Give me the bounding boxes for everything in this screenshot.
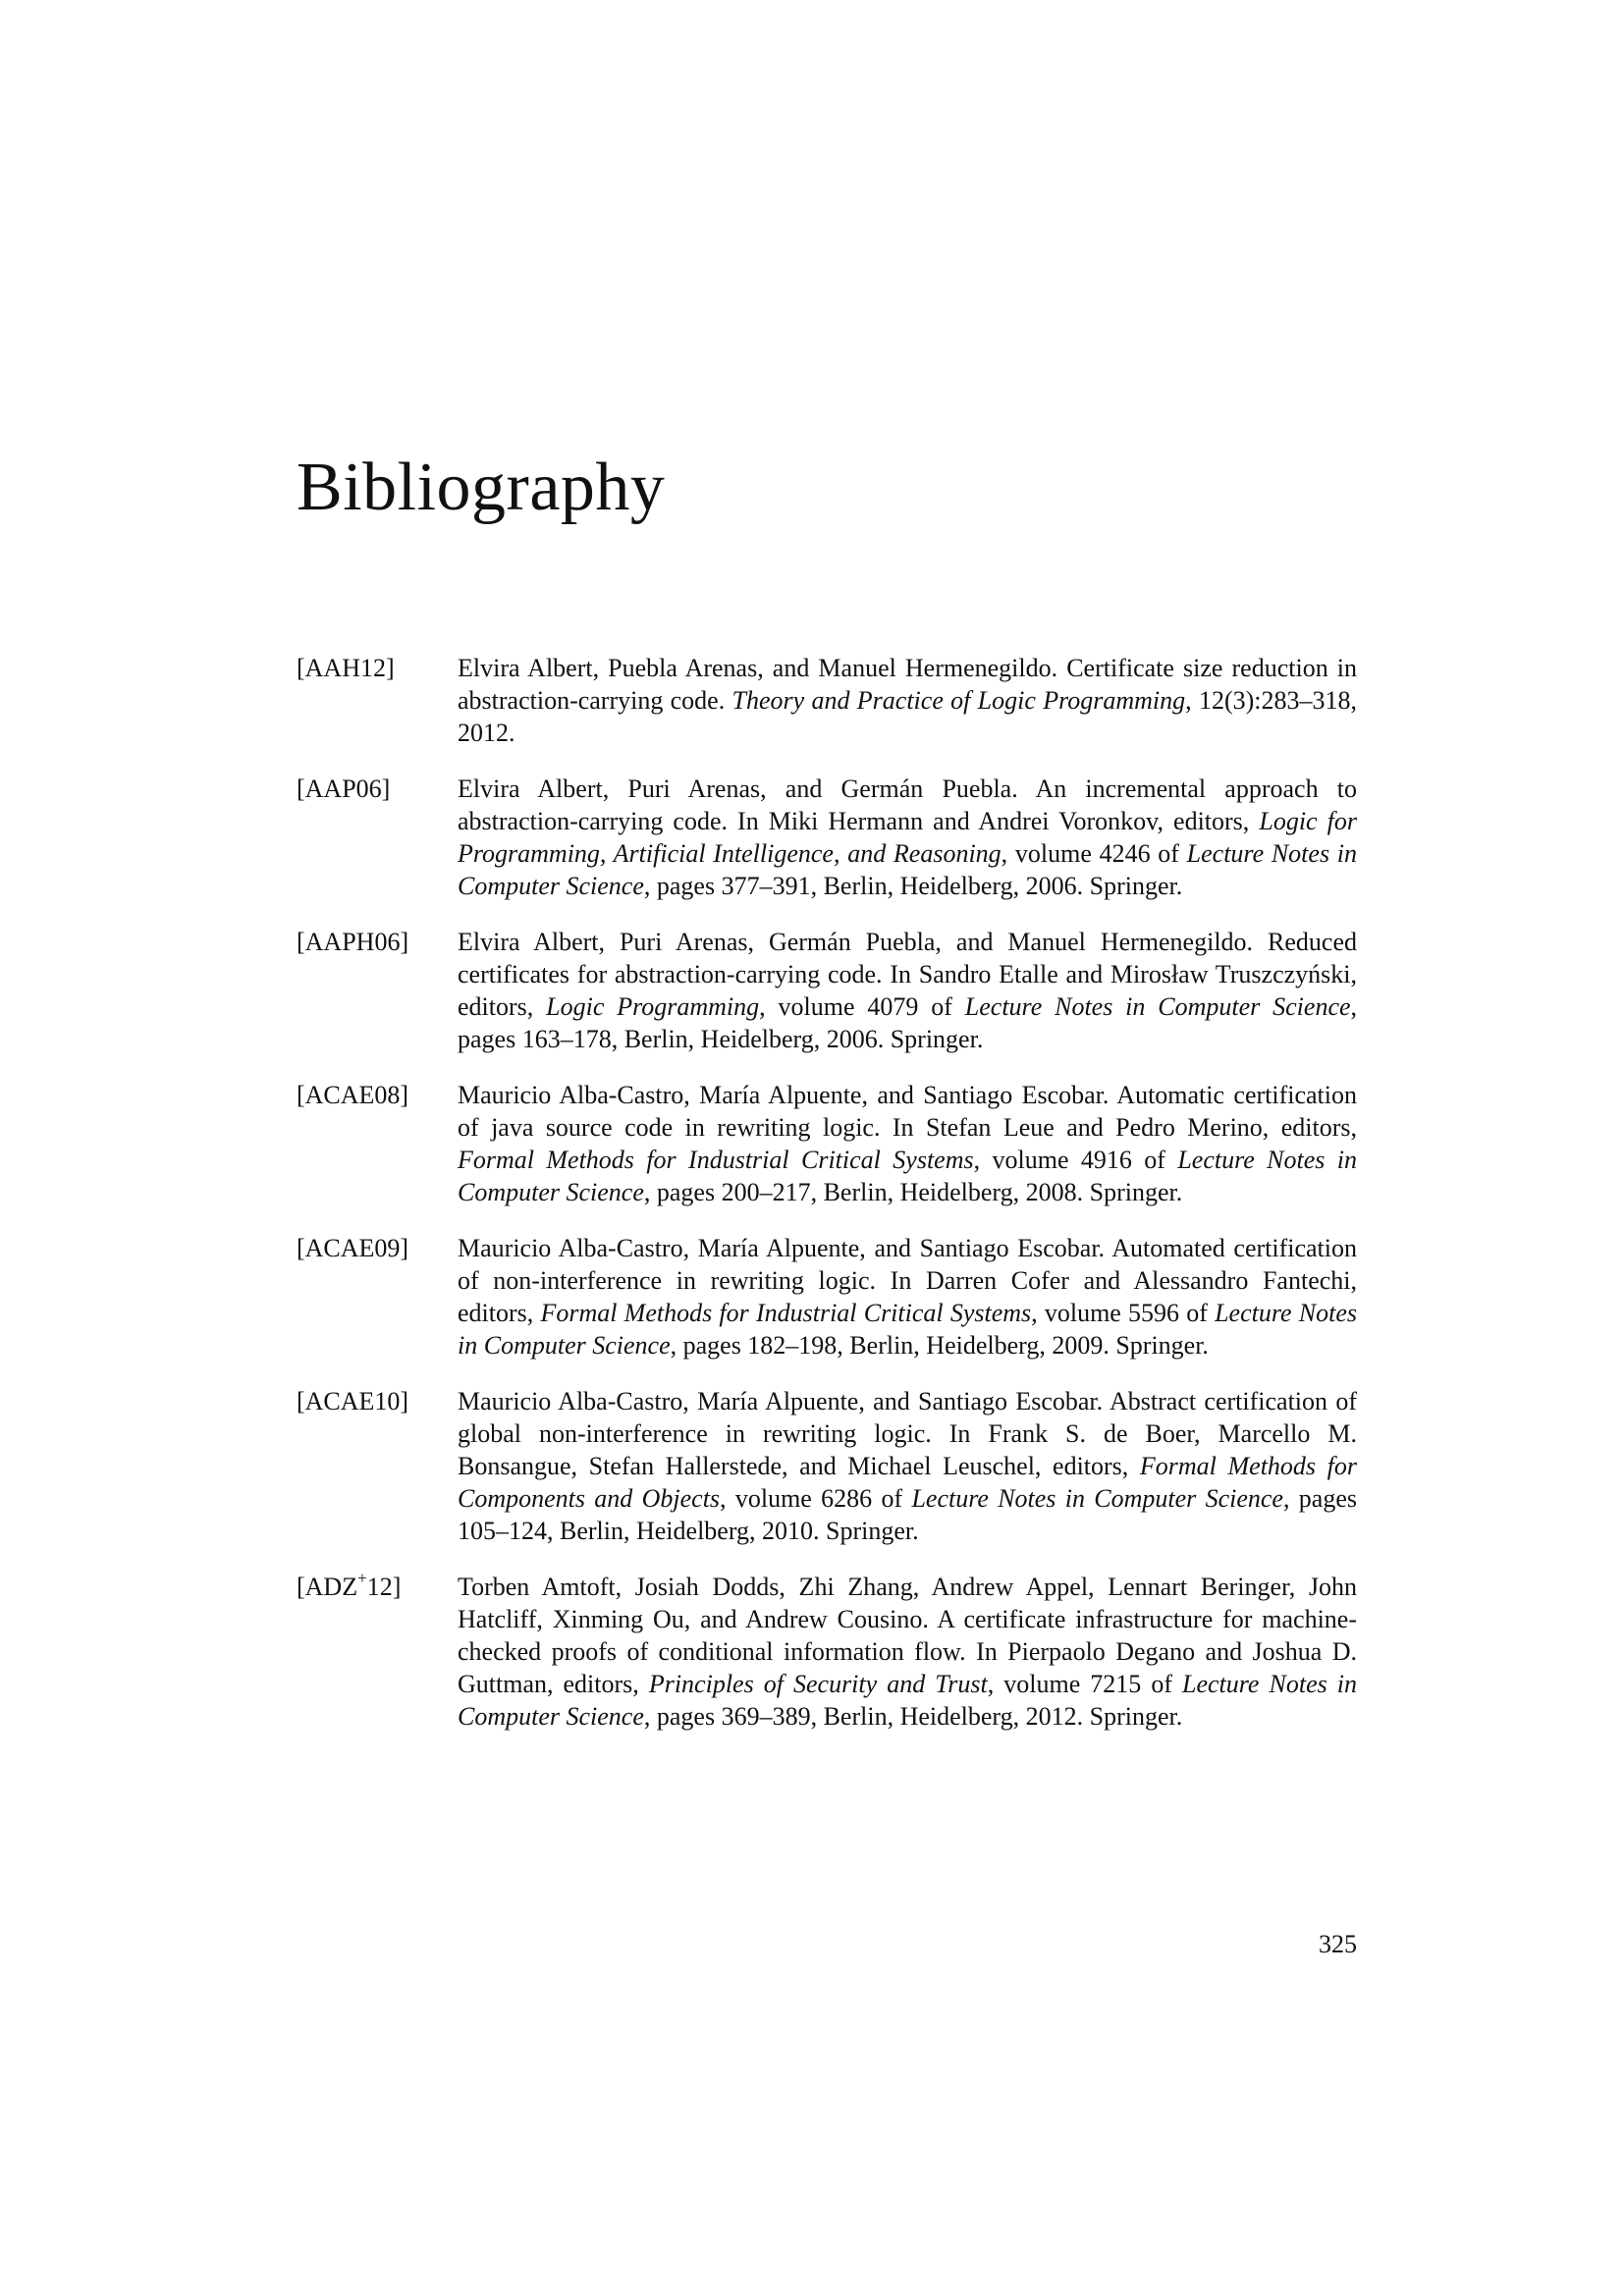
bib-text-segment: , pages 163–178, Berlin, Heidelberg, 2006. Springer.: [458, 992, 1358, 1053]
bib-key: [297, 1571, 454, 1603]
bib-entry: [297, 1571, 1357, 1733]
bib-title-italic: Lecture Notes in Computer Science: [458, 1146, 1357, 1206]
bib-text-segment: , pages 105–124, Berlin, Heidelberg, 2010. Springer.: [458, 1484, 1357, 1545]
bib-key-superscript: +: [357, 1569, 367, 1588]
bib-entry: [297, 652, 1357, 749]
bib-title-italic: Formal Methods for Components and Objects: [458, 1452, 1357, 1513]
bib-citation-text: [458, 773, 1357, 902]
bib-key: [AAH12]: [297, 654, 395, 682]
bib-text-segment: Elvira Albert, Puebla Arenas, and Manuel Hermenegildo. Certificate size reduction in abstraction-carrying code.: [458, 654, 1357, 715]
bib-text-segment: , volume 4246 of: [1001, 839, 1187, 868]
bib-title-italic: Lecture Notes in Computer Science: [964, 992, 1351, 1021]
bib-text-segment: Elvira Albert, Puri Arenas, Germán Puebla, and Manuel Hermenegildo. Reduced certificates for abstraction-carrying code. In Sandro Etalle and Mirosław Truszczyński, editors,: [458, 928, 1357, 1021]
bib-title-italic: Lecture Notes in Computer Science: [911, 1484, 1283, 1513]
bib-text-segment: , pages 377–391, Berlin, Heidelberg, 2006. Springer.: [643, 872, 1183, 900]
bib-text-segment: , volume 7215 of: [987, 1670, 1183, 1698]
bib-title-italic: Logic Programming: [546, 992, 760, 1021]
bib-citation-text: [458, 652, 1357, 749]
bib-title-italic: Lecture Notes in Computer Science: [458, 839, 1357, 900]
bib-entry: [297, 926, 1357, 1055]
bib-citation-text: [458, 1079, 1357, 1208]
bib-title-italic: Lecture Notes in Computer Science: [458, 1670, 1357, 1731]
bib-entry: [297, 1232, 1357, 1362]
bib-citation-text: [458, 1232, 1357, 1362]
bib-entry: [297, 773, 1357, 902]
bib-text-segment: , volume 4079 of: [759, 992, 965, 1021]
bib-text-segment: , volume 6286 of: [720, 1484, 912, 1513]
bib-text-segment: , pages 369–389, Berlin, Heidelberg, 2012. Springer.: [643, 1702, 1183, 1731]
bib-title-italic: Lecture Notes in Computer Science: [458, 1299, 1357, 1360]
bib-citation-text: [458, 1385, 1357, 1547]
bib-entry: [297, 1079, 1357, 1208]
bib-text-segment: , 12(3):283–318, 2012.: [458, 686, 1357, 747]
bib-citation-text: [458, 1571, 1357, 1733]
bib-title-italic: Logic for Programming, Artificial Intelligence, and Reasoning: [458, 807, 1357, 868]
bib-text-segment: , pages 200–217, Berlin, Heidelberg, 2008. Springer.: [643, 1178, 1183, 1206]
bib-text-segment: , volume 4916 of: [973, 1146, 1178, 1174]
bib-key: [ACAE09]: [297, 1234, 409, 1262]
bib-key: [ACAE10]: [297, 1387, 409, 1415]
bib-text-segment: Mauricio Alba-Castro, María Alpuente, and Santiago Escobar. Abstract certification of global non-interference in rewriting logic. In Frank S. de Boer, Marcello M. Bonsangue, Stefan Hallerstede, and Michael Leuschel, editors,: [458, 1387, 1357, 1480]
bib-title-italic: Theory and Practice of Logic Programming: [731, 686, 1186, 715]
bib-citation-text: [458, 926, 1357, 1055]
bib-title-italic: Formal Methods for Industrial Critical Systems: [458, 1146, 974, 1174]
bibliography-list: [297, 652, 1357, 1756]
bib-text-segment: , volume 5596 of: [1031, 1299, 1216, 1327]
bib-key-tail: 12]: [366, 1573, 402, 1601]
bib-text-segment: , pages 182–198, Berlin, Heidelberg, 2009. Springer.: [670, 1331, 1209, 1360]
page-title: Bibliography: [297, 450, 666, 525]
bib-text-segment: Elvira Albert, Puri Arenas, and Germán Puebla. An incremental approach to abstraction-carrying code. In Miki Hermann and Andrei Voronkov, editors,: [458, 774, 1357, 835]
bib-entry: [297, 1385, 1357, 1547]
bib-title-italic: Formal Methods for Industrial Critical Systems: [540, 1299, 1032, 1327]
bib-key: [AAP06]: [297, 774, 391, 803]
bib-text-segment: Mauricio Alba-Castro, María Alpuente, and Santiago Escobar. Automated certification of non-interference in rewriting logic. In Darren Cofer and Alessandro Fantechi, editors,: [458, 1234, 1357, 1327]
bib-text-segment: Torben Amtoft, Josiah Dodds, Zhi Zhang, Andrew Appel, Lennart Beringer, John Hatcliff, Xinming Ou, and Andrew Cousino. A certificate infrastructure for machine-checked proofs of conditional information flow. In Pierpaolo Degano and Joshua D. Guttman, editors,: [458, 1573, 1357, 1698]
bib-key: [AAPH06]: [297, 928, 409, 956]
bib-title-italic: Principles of Security and Trust: [648, 1670, 988, 1698]
bib-text-segment: Mauricio Alba-Castro, María Alpuente, and Santiago Escobar. Automatic certification of java source code in rewriting logic. In Stefan Leue and Pedro Merino, editors,: [458, 1081, 1357, 1142]
bib-key: [ACAE08]: [297, 1081, 409, 1109]
bib-key-base: [ADZ: [297, 1573, 358, 1601]
page-number: 325: [1319, 1930, 1357, 1958]
